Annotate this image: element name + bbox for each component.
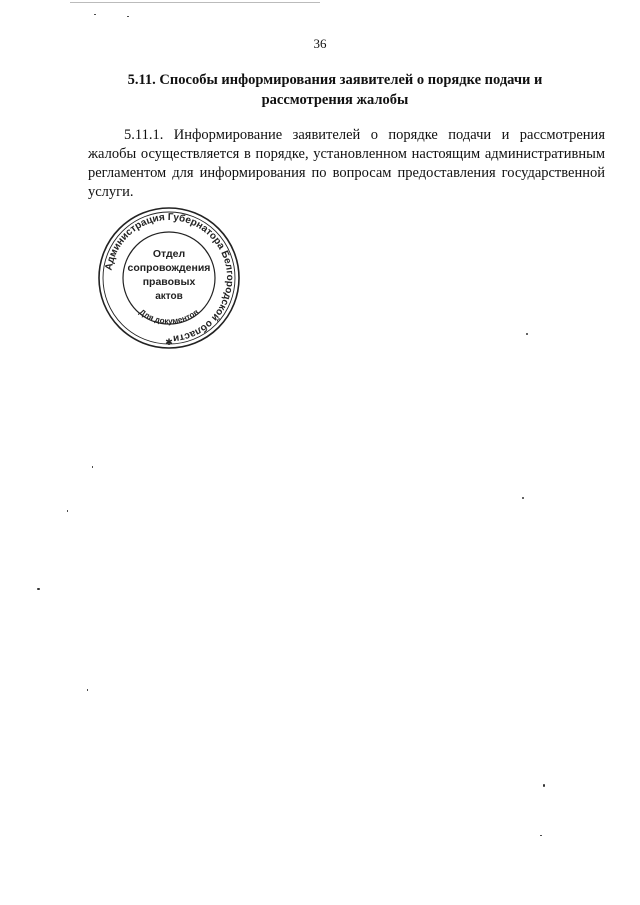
stamp-center-line-2: сопровождения xyxy=(127,262,211,274)
stamp-center-line-4: актов xyxy=(155,291,183,302)
scan-speck xyxy=(94,14,96,15)
scan-speck xyxy=(543,784,545,787)
scan-speck xyxy=(67,510,68,512)
official-stamp xyxy=(96,205,242,351)
stamp-center-line-1: Отдел xyxy=(152,248,186,260)
stamp-bottom-text: Для документов xyxy=(137,307,201,326)
stamp-star-icon: ✱ xyxy=(165,338,173,348)
section-heading-line-2: рассмотрения жалобы xyxy=(261,92,409,108)
stamp-ring-text: Администрация Губернатора Белгородской области xyxy=(103,211,236,344)
scan-speck xyxy=(37,588,40,590)
scan-speck xyxy=(522,497,524,499)
scan-speck xyxy=(92,466,93,468)
page-number: 36 xyxy=(313,36,327,51)
scan-speck xyxy=(87,689,88,691)
scan-speck xyxy=(540,835,542,836)
scan-edge-line xyxy=(70,2,320,3)
section-paragraph: 5.11.1. Информирование заявителей о порядке подачи и рассмотрения жалобы осуществляется в порядке, установленном настоящим административным регламентом для информирования по вопросам предоставления государственной услуги. xyxy=(88,127,605,200)
section-heading-line-1: 5.11. Способы информирования заявителей о порядке подачи и xyxy=(127,72,543,88)
scan-speck xyxy=(526,333,528,335)
section-heading xyxy=(110,70,560,110)
stamp-center-line-3: правовых xyxy=(142,276,196,288)
scan-speck xyxy=(127,16,129,17)
